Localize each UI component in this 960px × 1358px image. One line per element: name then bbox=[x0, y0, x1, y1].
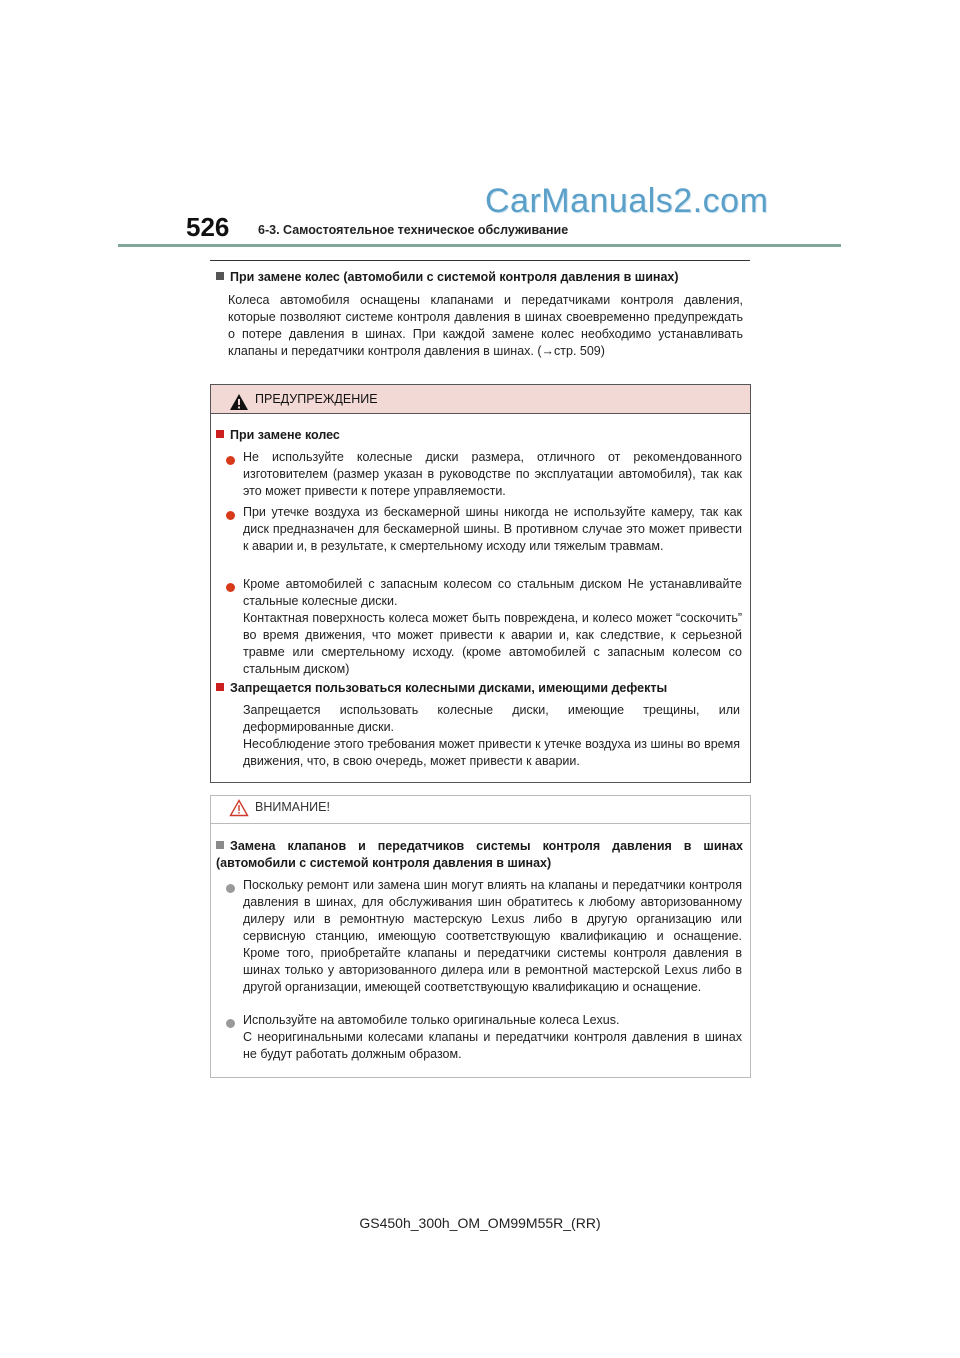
header-rule bbox=[118, 244, 841, 247]
warning-section-heading: Запрещается пользоваться колесными дисками, имеющими дефекты bbox=[216, 681, 741, 695]
bullet-dot-icon bbox=[226, 583, 235, 592]
bullet-dot-icon bbox=[226, 884, 235, 893]
warning-item: Не используйте колесные диски размера, отличного от рекомендованного изготовителем (размер указан в руководстве по эксплуатации автомобиля), так как это может привести к потере управляемости. bbox=[226, 449, 742, 500]
square-bullet-icon bbox=[216, 430, 224, 438]
warning-item: При утечке воздуха из бескамерной шины никогда не используйте камеру, так как диск предназначен для бескамерной шины. В противном случае это может привести к аварии и, в результате, к смертельному исходу или тяжелым травмам. bbox=[226, 504, 742, 555]
intro-heading: При замене колес (автомобили с системой контроля давления в шинах) bbox=[216, 270, 756, 284]
caution-title: ВНИМАНИЕ! bbox=[255, 800, 330, 814]
square-bullet-icon bbox=[216, 841, 224, 849]
warning-item: Кроме автомобилей с запасным колесом со стальным диском Не устанавливайте стальные колесные диски. Контактная поверхность колеса может быть повреждена, и колесо может “соскочить” во время движения, что может привести к аварии и, как следствие, к серьезной травме или смертельному исходу. (кроме автомобилей с запасным колесом со стальным диском) bbox=[226, 576, 742, 678]
warning-paragraph: Запрещается использовать колесные диски, имеющие трещины, или деформированные диски. Несоблюдение этого требования может привести к утечке воздуха из шины во время движения, что, в свою очередь, может привести к аварии. bbox=[243, 703, 740, 768]
caution-heading: Замена клапанов и передатчиков системы контроля давления в шинах (автомобили с системой контроля давления в шинах) bbox=[216, 839, 743, 870]
bullet-dot-icon bbox=[226, 456, 235, 465]
warning-title: ПРЕДУПРЕЖДЕНИЕ bbox=[255, 392, 378, 406]
content-rule bbox=[210, 260, 750, 261]
watermark: CarManuals2.com bbox=[485, 182, 769, 220]
caution-header-rule bbox=[211, 823, 750, 824]
intro-paragraph: Колеса автомобиля оснащены клапанами и передатчиками контроля давления, которые позволяют системе контроля давления в шинах своевременно предупреждать о потере давления в шинах. При каждой замене колес необходимо устанавливать клапаны и передатчики контроля давления в шинах. (→стр. 509) bbox=[228, 293, 743, 358]
bullet-dot-icon bbox=[226, 1019, 235, 1028]
caution-item: Используйте на автомобиле только оригинальные колеса Lexus. С неоригинальными колесами клапаны и передатчики контроля давления в шинах не будут работать должным образом. bbox=[226, 1012, 742, 1063]
document-code: GS450h_300h_OM_OM99M55R_(RR) bbox=[359, 1215, 601, 1231]
square-bullet-icon bbox=[216, 683, 224, 691]
warning-section-heading: При замене колес bbox=[216, 428, 741, 442]
caution-triangle-icon bbox=[229, 799, 249, 817]
caution-item: Поскольку ремонт или замена шин могут влиять на клапаны и передатчики контроля давления в шинах, для обслуживания шин обратитесь к любому авторизованному дилеру или в ремонтную мастерскую Lexus либо в другую организацию или сервисную станцию, имеющую соответствующую квалификацию и оснащение. Кроме того, приобретайте клапаны и передатчики системы контроля давления в шинах только у авторизованного дилера или в ремонтной мастерской Lexus либо в другой организации, имеющей соответствующую квалификацию и оснащение. bbox=[226, 877, 742, 996]
bullet-dot-icon bbox=[226, 511, 235, 520]
section-title: 6-3. Самостоятельное техническое обслуживание bbox=[258, 223, 569, 237]
square-bullet-icon bbox=[216, 272, 224, 280]
warning-triangle-icon bbox=[229, 393, 249, 411]
page-number: 526 bbox=[186, 212, 230, 242]
